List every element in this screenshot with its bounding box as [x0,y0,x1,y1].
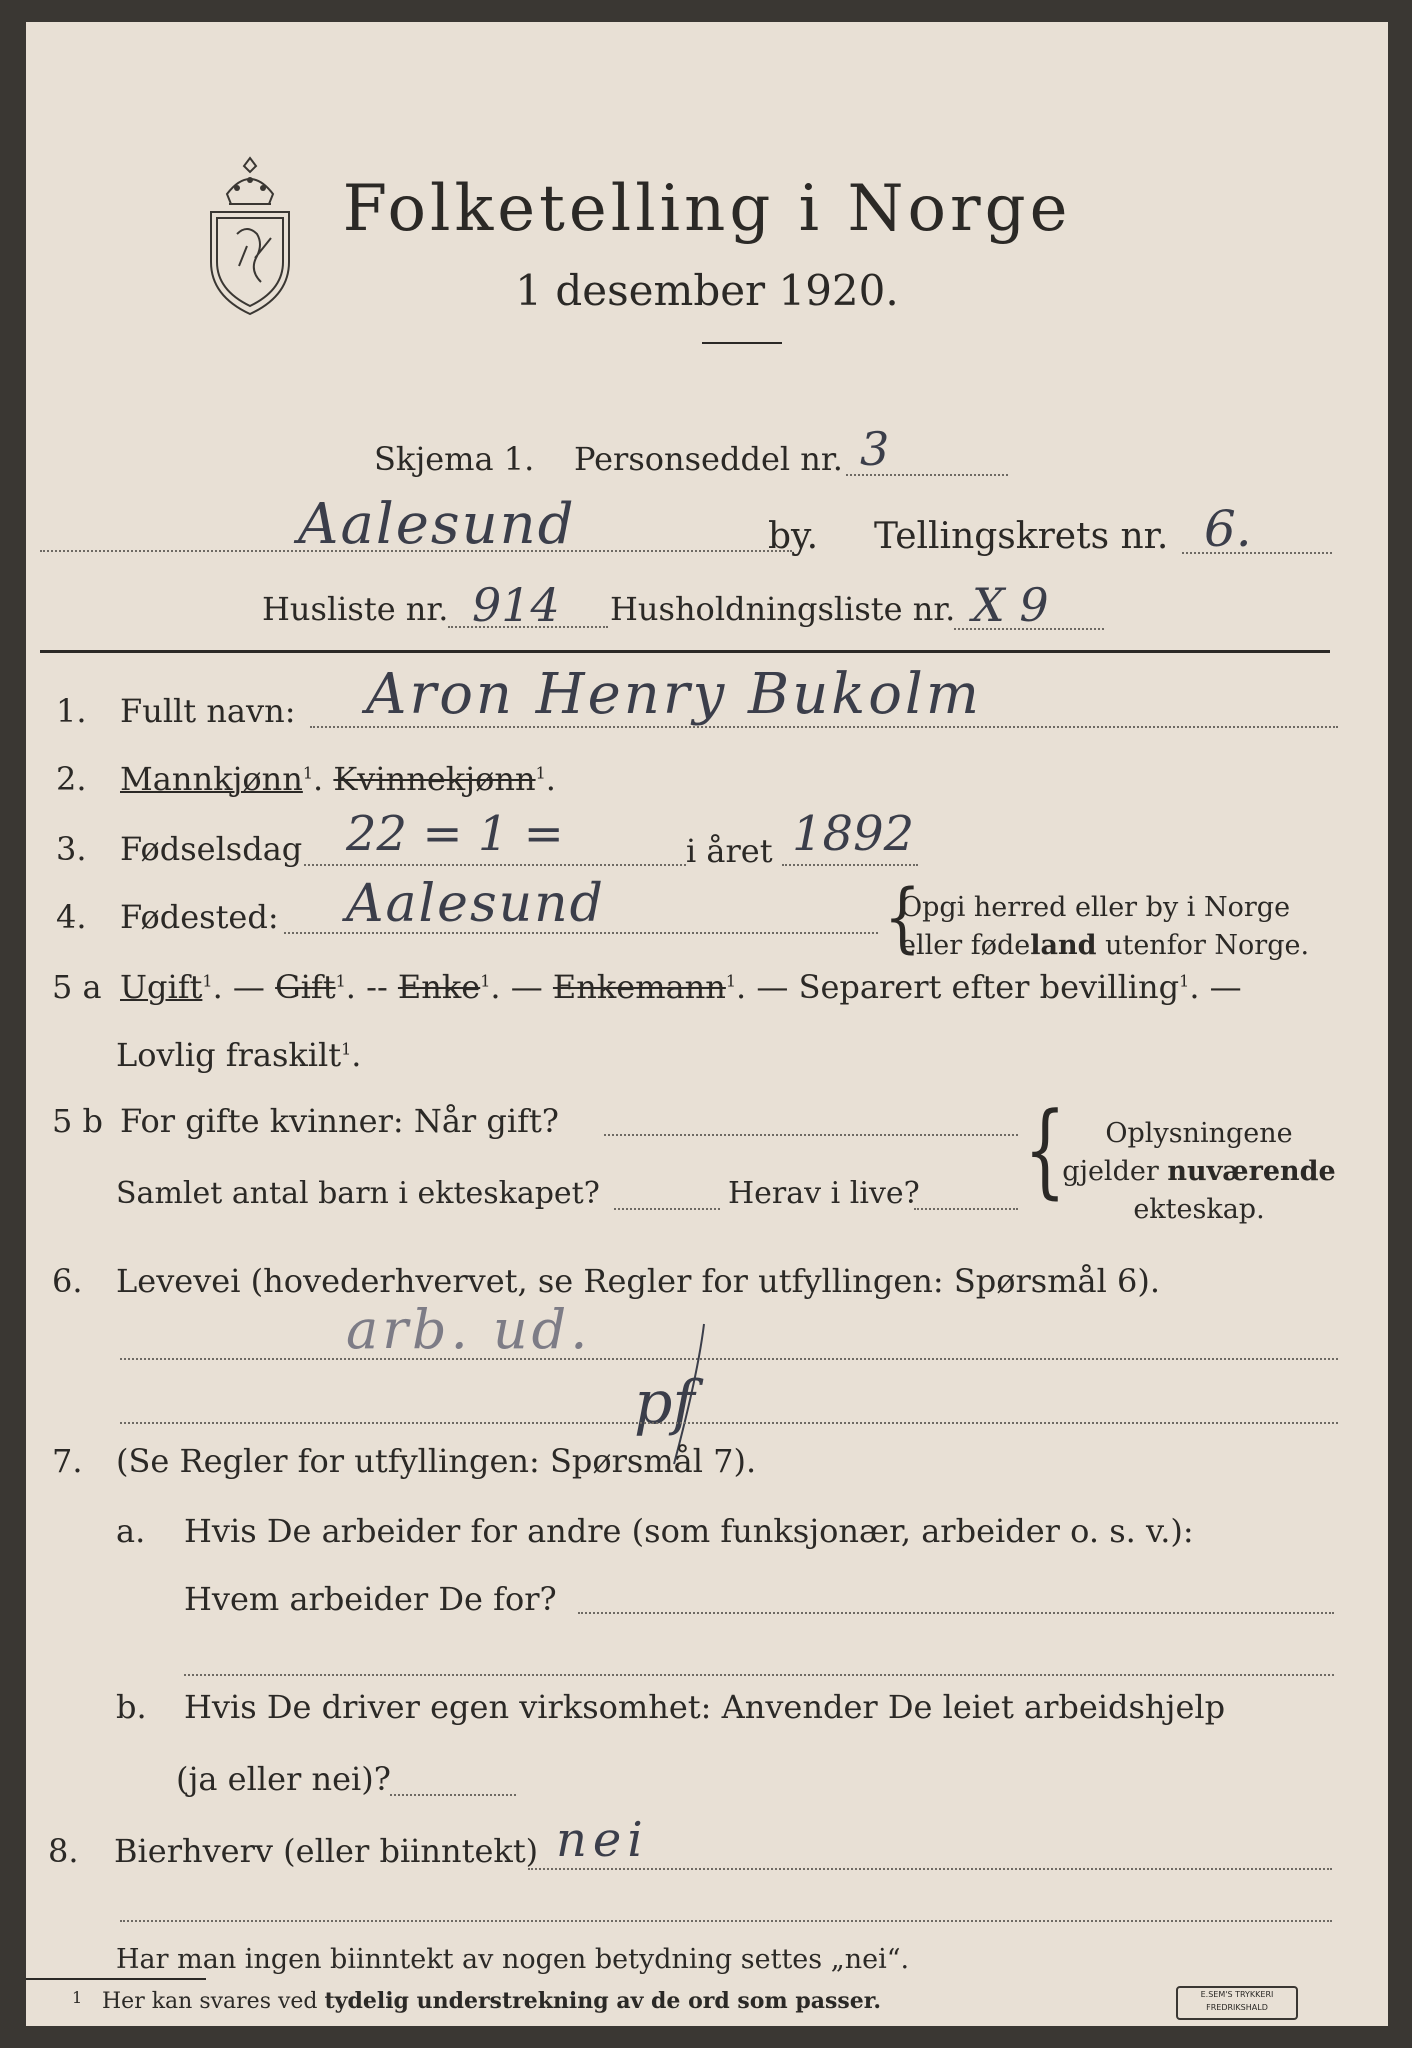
q7a-letter: a. [116,1512,146,1550]
tellingskrets-value: 6. [1204,500,1252,558]
q4-label: Fødested: [120,898,279,936]
enke-option: Enke [397,968,481,1006]
alive-line [914,1208,1018,1210]
q6-number: 6. [52,1262,83,1300]
birthday-value: 22 = 1 = [346,806,564,862]
q7b-line1: Hvis De driver egen virksomhet: Anvender De leiet arbeidshjelp [184,1688,1226,1726]
fraskilt-option: Lovlig fraskilt$^1$. [116,1036,362,1074]
q6-label: Levevei (hovederhvervet, se Regler for utfyllingen: Spørsmål 6). [116,1262,1161,1300]
q5a-number: 5 a [52,968,102,1006]
hired-help-line [390,1794,516,1796]
q4-note-line2: eller fødeland utenfor Norge. [900,930,1310,961]
full-name-value: Aron Henry Bukolm [366,662,982,727]
q5b-note-line3: ekteskap. [1133,1194,1265,1225]
q5a-options: Ugift$^1$. — Gift$^1$. -- Enke$^1$. — Enkemann$^1$. — Separert efter bevilling$^1$. — [120,968,1242,1006]
birthday-line [304,864,686,866]
footnote-mark: 1 [72,1988,83,2007]
side-income-value: nei [556,1812,649,1868]
occupation-code-mark: pf [634,1368,695,1438]
personseddel-value: 3 [860,422,890,476]
employer-line-2 [184,1674,1334,1676]
gift-option: Gift [275,968,336,1006]
q3-number: 3. [56,830,87,868]
skjema-label: Skjema 1. [374,440,535,478]
q8-note: Har man ingen biinntekt av nogen betydning settes „nei“. [116,1944,910,1975]
employer-line-1 [578,1612,1334,1614]
q5b-alive-label: Herav i live? [728,1176,920,1211]
city-value: Aalesund [298,492,576,557]
birthplace-value: Aalesund [346,874,605,934]
q8-number: 8. [48,1832,79,1870]
year-label: i året [686,832,773,870]
census-form [26,22,1388,2026]
q4-brace: { [884,872,921,962]
husliste-value: 914 [472,578,560,632]
q4-note-line1: Opgi herred eller by i Norge [900,892,1291,923]
q5b-brace: { [1024,1090,1066,1210]
header-rule [40,650,1330,653]
form-title: Folketelling i Norge [342,172,1072,246]
male-option: Mannkjønn [120,760,303,798]
q5b-number: 5 b [52,1102,104,1140]
ugift-option: Ugift [120,968,203,1006]
q2-number: 2. [56,760,87,798]
title-divider [702,342,782,344]
footnote-text: Her kan svares ved tydelig understrekning av de ord som passer. [102,1988,882,2014]
occupation-value: arb. ud. [346,1298,592,1361]
q1-label: Fullt navn: [120,692,296,730]
children-line [614,1208,720,1210]
q5b-note-line2: gjelder nuværende [1062,1156,1336,1187]
year-line [782,864,918,866]
q5b-note-line1: Oplysningene [1105,1118,1293,1149]
q5b-line1: For gifte kvinner: Når gift? [120,1102,559,1140]
separert-option: Separert efter bevilling [798,968,1180,1006]
tellingskrets-label: Tellingskrets nr. [874,516,1169,557]
by-label: by. [768,516,819,557]
husliste-label: Husliste nr. [262,590,449,628]
female-option: Kvinnekjønn [333,760,536,798]
q7b-letter: b. [116,1688,147,1726]
enkemann-option: Enkemann [552,968,726,1006]
q7-label: (Se Regler for utfyllingen: Spørsmål 7). [116,1442,757,1480]
birth-year-value: 1892 [792,806,915,862]
occupation-line-2 [120,1422,1338,1424]
q3-label: Fødselsdag [120,830,303,868]
q7b-line2: (ja eller nei)? [176,1760,391,1798]
q2-options: Mannkjønn$^1$. Kvinnekjønn$^1$. [120,760,556,798]
printer-stamp: E.SEM'S TRYKKERI FREDRIKSHALD [1176,1986,1298,2020]
q7-number: 7. [52,1442,83,1480]
q8-label: Bierhverv (eller biinntekt) [114,1832,539,1870]
side-income-line-2 [120,1920,1332,1922]
side-income-line [528,1868,1332,1870]
q7a-line2: Hvem arbeider De for? [184,1580,557,1618]
husholdning-label: Husholdningsliste nr. [610,590,956,628]
census-date: 1 desember 1920. [515,266,899,315]
q4-number: 4. [56,898,87,936]
q5b-children-label: Samlet antal barn i ekteskapet? [116,1176,600,1211]
personseddel-label: Personseddel nr. [574,440,843,478]
occupation-line-1 [120,1358,1338,1360]
q7a-line1: Hvis De arbeider for andre (som funksjonær, arbeider o. s. v.): [184,1512,1194,1550]
q1-number: 1. [56,692,87,730]
footnote-rule [26,1978,206,1980]
naar-gift-line [604,1134,1018,1136]
husholdning-value: X 9 [972,578,1049,632]
